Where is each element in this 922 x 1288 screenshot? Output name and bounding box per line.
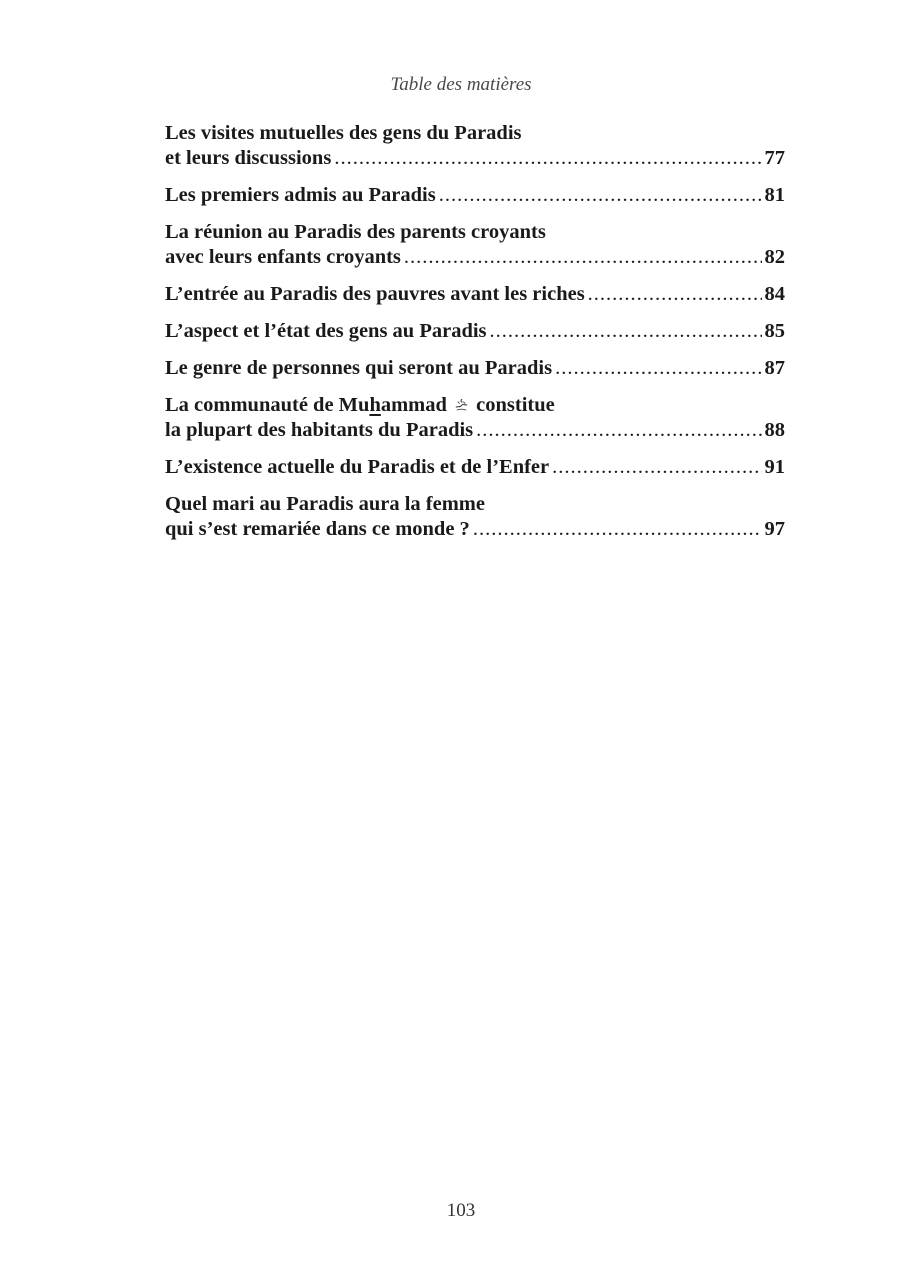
salutation-symbol-icon <box>454 397 469 412</box>
toc-entry-leader-line <box>165 517 785 542</box>
toc-page-number: 82 <box>764 246 785 268</box>
toc-entry-text-line <box>165 393 785 418</box>
toc-entry[interactable] <box>165 455 785 480</box>
page-number: 103 <box>446 1200 476 1221</box>
toc-page-number: 97 <box>764 518 785 540</box>
toc-entry-text: La réunion au Paradis des parents croyants <box>165 221 546 243</box>
toc-page-number: 87 <box>764 357 785 379</box>
toc-entry-leader-line <box>165 455 785 480</box>
toc-entry-text-part: La communauté de Mu <box>165 394 370 416</box>
dot-leader <box>588 282 762 307</box>
dot-leader <box>473 517 762 542</box>
toc-entry-leader-line <box>165 319 785 344</box>
toc-entry-text: la plupart des habitants du Paradis <box>165 419 474 441</box>
dot-leader <box>439 183 762 208</box>
toc-page-number: 91 <box>764 456 785 478</box>
dot-leader <box>555 356 761 381</box>
toc-entry[interactable] <box>165 282 785 307</box>
table-of-contents <box>165 121 785 554</box>
toc-page-number: 84 <box>764 283 785 305</box>
toc-entry[interactable] <box>165 121 785 171</box>
toc-entry-leader-line <box>165 146 785 171</box>
running-header: Table des matières <box>390 74 532 95</box>
toc-entry[interactable] <box>165 319 785 344</box>
toc-entry-leader-line <box>165 183 785 208</box>
toc-entry[interactable] <box>165 492 785 542</box>
toc-entry-text: L’existence actuelle du Paradis et de l’Enfer <box>165 456 550 478</box>
toc-entry-text: avec leurs enfants croyants <box>165 246 401 268</box>
transliteration-underlined-letter: h <box>369 394 381 416</box>
toc-entry[interactable] <box>165 356 785 381</box>
toc-entry-text-part: ammad <box>380 394 447 416</box>
toc-entry-text: Les visites mutuelles des gens du Paradis <box>165 122 522 144</box>
toc-entry-text: L’aspect et l’état des gens au Paradis <box>165 320 487 342</box>
toc-page-number: 88 <box>764 419 785 441</box>
toc-entry-text: qui s’est remariée dans ce monde ? <box>165 518 470 540</box>
toc-entry-leader-line <box>165 282 785 307</box>
toc-entry-text: Le genre de personnes qui seront au Paradis <box>165 357 553 379</box>
dot-leader <box>552 455 761 480</box>
toc-entry-leader-line <box>165 356 785 381</box>
toc-entry[interactable] <box>165 393 785 443</box>
dot-leader <box>490 319 762 344</box>
dot-leader <box>334 146 761 171</box>
toc-entry-leader-line <box>165 245 785 270</box>
toc-page-number: 85 <box>764 320 785 342</box>
dot-leader <box>476 418 761 443</box>
toc-entry-text-part: constitue <box>476 394 555 416</box>
toc-entry-leader-line <box>165 418 785 443</box>
toc-entry-text: Quel mari au Paradis aura la femme <box>165 493 485 515</box>
toc-page-number: 77 <box>764 147 785 169</box>
toc-entry-text: L’entrée au Paradis des pauvres avant les riches <box>165 283 585 305</box>
toc-page-number: 81 <box>764 184 785 206</box>
toc-entry-text: et leurs discussions <box>165 147 332 169</box>
toc-entry[interactable] <box>165 220 785 270</box>
toc-entry-text: Les premiers admis au Paradis <box>165 184 436 206</box>
toc-entry[interactable] <box>165 183 785 208</box>
dot-leader <box>404 245 762 270</box>
